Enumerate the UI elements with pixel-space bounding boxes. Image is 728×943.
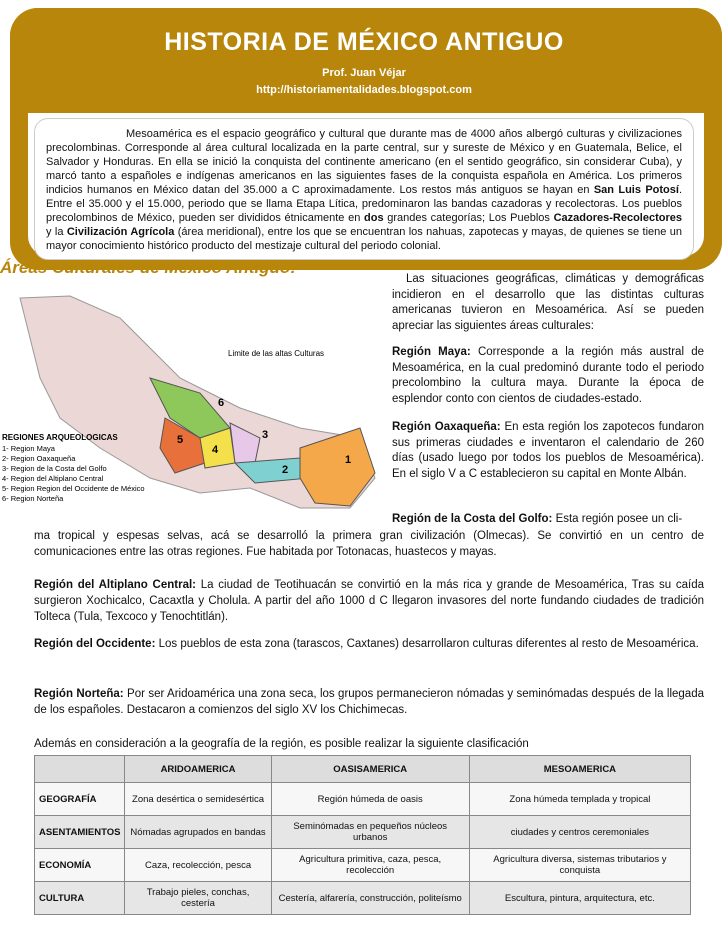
legend-item-5: 5- Region Region del Occidente de México bbox=[2, 484, 145, 493]
table-cell: Seminómadas en pequeños núcleos urbanos bbox=[271, 816, 469, 849]
table-cell: Caza, recolección, pesca bbox=[125, 849, 271, 882]
table-header-mesoamerica: MESOAMERICA bbox=[469, 756, 690, 783]
table-header-blank bbox=[35, 756, 125, 783]
table-cell: Región húmeda de oasis bbox=[271, 783, 469, 816]
map-number-4: 4 bbox=[212, 444, 219, 456]
legend-item-1: 1- Region Maya bbox=[2, 444, 55, 453]
map-number-3: 3 bbox=[262, 429, 269, 441]
table-cell: ciudades y centros ceremoniales bbox=[469, 816, 690, 849]
classification-table bbox=[34, 755, 691, 915]
areas-lead: Las situaciones geográficas, climáticas y demográficas incidieron en el desarrollo que las distintas culturas americanas tuvieron en Mesoamérica. Así se pueden apreciar las siguientes áreas culturales: bbox=[392, 273, 704, 332]
legend-title: REGIONES ARQUEOLOGICAS bbox=[2, 433, 118, 442]
map-number-6: 6 bbox=[218, 397, 225, 409]
map-number-1: 1 bbox=[345, 454, 352, 466]
legend-item-4: 4- Region del Altiplano Central bbox=[2, 474, 104, 483]
map-number-2: 2 bbox=[282, 464, 289, 476]
table-row-label: CULTURA bbox=[35, 882, 125, 915]
legend-item-3: 3- Region de la Costa del Golfo bbox=[2, 464, 107, 473]
table-intro: Además en consideración a la geografía de la región, es posible realizar la siguiente clasificación bbox=[34, 738, 529, 750]
legend-item-2: 2- Region Oaxaqueña bbox=[2, 454, 76, 463]
page-title: HISTORIA DE MÉXICO ANTIGUO bbox=[164, 28, 564, 56]
region-oaxaca-text: Región Oaxaqueña: En esta región los zapotecos fundaron sus primeras ciudades e inventaron el calendario de 260 días (usado luego por todos los pueblos de Mesoamérica). En el siglo V a C establecieron su capital en Monte Albán. bbox=[392, 421, 704, 480]
intro-text: Mesoamérica es el espacio geográfico y cultural que durante mas de 4000 años albergó culturas y civilizaciones precolombinas. Corresponde al área cultural localizada en la parte central, sur y sureste de México y en Guatemala, Belice, el Salvador y Honduras. En ella se inició la conquista del continente americano (en el sentido geográfico, sin considerar Cuba), y marcó tanto a españoles e indígenas americanos en las siguientes fases de la conquista española en América. Los primeros indicios humanos en México datan del 35.000 a C aproximadamente. Los restos más antiguos se hayan en San Luis Potosí. Entre el 35.000 y el 15.000, periodo que se llama Etapa Lítica, predominaron las bandas cazadoras y recolectoras. Los pueblos precolombinos de México, pueden ser divididos étnicamente en dos grandes categorías; Los Pueblos Cazadores-Recolectores y la Civilización Agrícola (área meridional), entre los que se encuentran los nahuas, zapotecas y mayas, de quienes se tiene un mayor conocimiento histórico producto del mestizaje cultural del periodo colonial. bbox=[46, 128, 683, 252]
legend-item-6: 6- Region Norteña bbox=[2, 494, 64, 503]
map-number-5: 5 bbox=[177, 434, 184, 446]
region-maya-text: Región Maya: Corresponde a la región más austral de Mesoamérica, en la cual predominó durante todo el periodo precolombino la cultura maya. Durante la época de esplendor conto con cientos de ciudades-estado. bbox=[392, 346, 704, 405]
table-cell: Agricultura diversa, sistemas tributarios y conquista bbox=[469, 849, 690, 882]
table-row-label: ASENTAMIENTOS bbox=[35, 816, 125, 849]
table-header-oasisamerica: OASISAMERICA bbox=[271, 756, 469, 783]
table-row-label: ECONOMÍA bbox=[35, 849, 125, 882]
table-header-aridoamerica: ARIDOAMERICA bbox=[125, 756, 271, 783]
table-cell: Zona húmeda templada y tropical bbox=[469, 783, 690, 816]
table-cell: Agricultura primitiva, caza, pesca, recolección bbox=[271, 849, 469, 882]
header-band bbox=[10, 8, 722, 113]
blog-url[interactable]: http://historiamentalidades.blogspot.com bbox=[256, 84, 472, 96]
table-cell: Cestería, alfarería, construcción, politeísmo bbox=[271, 882, 469, 915]
author: Prof. Juan Véjar bbox=[322, 67, 406, 79]
table-cell: Zona desértica o semidesértica bbox=[125, 783, 271, 816]
region-altiplano-text: Región del Altiplano Central: La ciudad de Teotihuacán se convirtió en la más rica y grande de Mesoamérica, Tras su caída surgieron Xochicalco, Cacaxtla y Cholula. A partir del año 1000 d C llegaron invasores del norte fundando ciudades de tradición Tolteca (Tula, Texcoco y Tenochtitlán). bbox=[34, 579, 704, 623]
regions-map bbox=[0, 278, 385, 518]
region-occidente-text: Región del Occidente: Los pueblos de esta zona (tarascos, Caxtanes) desarrollaron culturas diferentes al resto de Mesoamérica. bbox=[34, 638, 699, 650]
table-cell: Escultura, pintura, arquitectura, etc. bbox=[469, 882, 690, 915]
table-cell: Nómadas agrupados en bandas bbox=[125, 816, 271, 849]
table-cell: Trabajo pieles, conchas, cestería bbox=[125, 882, 271, 915]
areas-heading: Áreas Culturales de México Antiguo: bbox=[0, 258, 296, 277]
region-golfo-lead: Región de la Costa del Golfo: Esta región posee un cli- bbox=[392, 513, 683, 525]
table-row-label: GEOGRAFÍA bbox=[35, 783, 125, 816]
map-limit-label: Limite de las altas Culturas bbox=[228, 349, 325, 358]
region-norte-text: Región Norteña: Por ser Aridoamérica una zona seca, los grupos permanecieron nómadas y seminómadas después de la llegada de los españoles. Destacaron a comienzos del siglo XV los Chichimecas. bbox=[34, 688, 704, 716]
region-golfo-text: ma tropical y espesas selvas, acá se desarrolló la primera gran civilización (Olmecas). Se convirtió en un centro de comunicaciones entre las otras regiones. Fue habitada por Totonacas, huastecos y mayas. bbox=[34, 530, 704, 558]
